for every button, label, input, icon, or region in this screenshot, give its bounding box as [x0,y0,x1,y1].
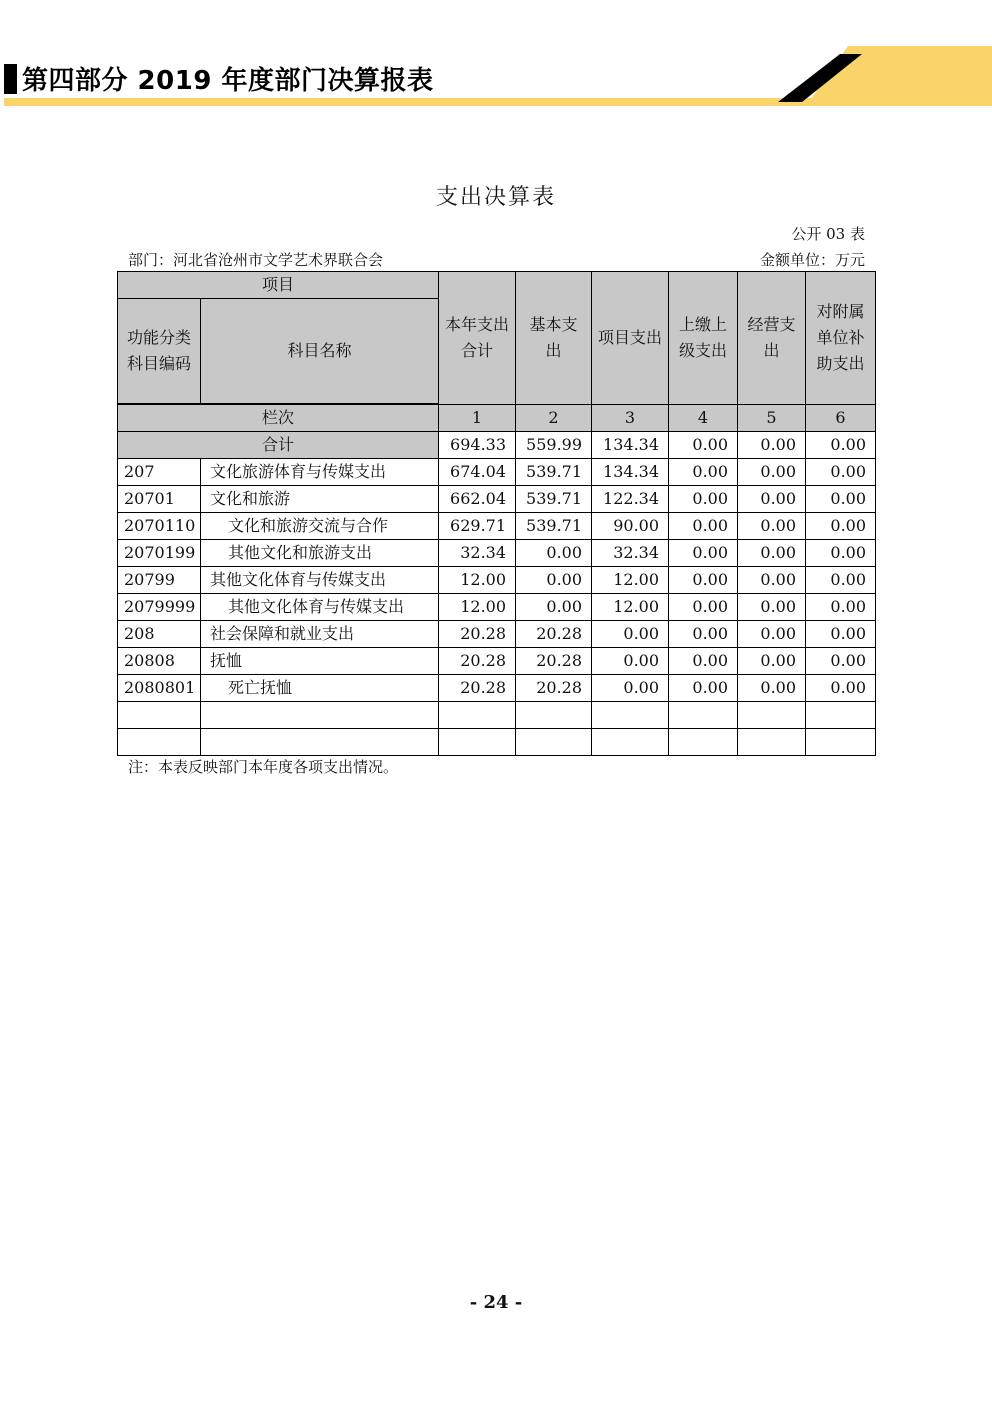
row-value: 32.34 [592,540,669,567]
total-value: 0.00 [738,432,806,459]
empty-row [118,702,876,729]
row-name: 其他文化体育与传媒支出 [201,567,439,594]
header-black-marker [4,64,17,94]
row-value: 0.00 [669,513,738,540]
row-value: 539.71 [516,486,592,513]
form-code: 公开 03 表 [791,225,865,243]
table-row [118,459,876,486]
department-label: 部门：河北省沧州市文学艺术界联合会 [128,251,384,269]
row-value: 134.34 [592,459,669,486]
amount-unit-label: 金额单位：万元 [759,251,865,269]
row-value: 0.00 [738,540,806,567]
row-value: 0.00 [669,459,738,486]
row-value: 12.00 [592,594,669,621]
row-value: 0.00 [669,648,738,675]
row-name: 社会保障和就业支出 [201,621,439,648]
row-value: 20.28 [516,675,592,702]
header-business: 经营支出 [738,272,806,405]
row-value: 20.28 [516,621,592,648]
section-title: 第四部分 2019 年度部门决算报表 [22,66,434,96]
table-row [118,594,876,621]
data-rows [118,459,876,702]
row-value: 0.00 [738,594,806,621]
row-value: 0.00 [806,513,876,540]
document-title: 支出决算表 [435,185,556,210]
table-row [118,567,876,594]
page-number: - 24 - [469,1292,523,1313]
row-value: 12.00 [592,567,669,594]
row-name: 文化和旅游交流与合作 [201,513,439,540]
row-value: 122.34 [592,486,669,513]
column-number: 6 [806,404,876,432]
row-value: 0.00 [806,486,876,513]
total-value: 0.00 [669,432,738,459]
row-value: 0.00 [806,648,876,675]
row-value: 0.00 [669,567,738,594]
row-value: 0.00 [738,675,806,702]
row-value: 32.34 [439,540,516,567]
row-value: 0.00 [592,621,669,648]
row-value: 0.00 [669,540,738,567]
row-value: 0.00 [806,675,876,702]
column-number-row [118,404,876,432]
row-value: 0.00 [738,621,806,648]
row-value: 0.00 [806,567,876,594]
column-number: 3 [592,404,669,432]
row-value: 0.00 [806,621,876,648]
header-item: 项目 [118,272,439,299]
row-value: 20.28 [516,648,592,675]
row-value: 0.00 [738,513,806,540]
row-value: 0.00 [738,459,806,486]
row-value: 539.71 [516,513,592,540]
row-value: 0.00 [516,594,592,621]
row-value: 0.00 [806,594,876,621]
row-code: 2080801 [118,675,201,702]
row-code: 2070110 [118,513,201,540]
header-project: 项目支出 [592,272,669,405]
table-row [118,648,876,675]
header-basic: 基本支出 [516,272,592,405]
row-value: 0.00 [738,567,806,594]
row-value: 0.00 [516,567,592,594]
row-value: 0.00 [592,648,669,675]
expenditure-table [117,271,876,756]
header-code: 功能分类科目编码 [118,299,201,405]
row-name: 抚恤 [201,648,439,675]
column-number: 5 [738,404,806,432]
header-decoration-shape [770,44,992,106]
row-code: 208 [118,621,201,648]
row-value: 629.71 [439,513,516,540]
row-value: 12.00 [439,594,516,621]
row-value: 20.28 [439,675,516,702]
header-total: 本年支出合计 [439,272,516,405]
row-name: 其他文化和旅游支出 [201,540,439,567]
row-name: 死亡抚恤 [201,675,439,702]
total-value: 694.33 [439,432,516,459]
empty-row [118,729,876,756]
row-value: 20.28 [439,648,516,675]
row-value: 539.71 [516,459,592,486]
row-value: 0.00 [669,621,738,648]
table-row [118,621,876,648]
row-value: 0.00 [806,459,876,486]
total-value: 0.00 [806,432,876,459]
row-code: 207 [118,459,201,486]
header-name: 科目名称 [201,299,439,405]
row-value: 0.00 [738,486,806,513]
row-code: 20799 [118,567,201,594]
row-value: 674.04 [439,459,516,486]
total-label: 合计 [118,432,439,459]
column-number-label: 栏次 [118,404,439,432]
row-code: 20808 [118,648,201,675]
row-value: 0.00 [592,675,669,702]
row-value: 0.00 [738,648,806,675]
table-row [118,513,876,540]
total-value: 134.34 [592,432,669,459]
header-remit: 上缴上级支出 [669,272,738,405]
row-code: 2079999 [118,594,201,621]
row-value: 12.00 [439,567,516,594]
row-name: 文化旅游体育与传媒支出 [201,459,439,486]
row-value: 0.00 [516,540,592,567]
total-row [118,432,876,459]
total-value: 559.99 [516,432,592,459]
table-row [118,486,876,513]
row-value: 0.00 [669,594,738,621]
table-row [118,540,876,567]
row-code: 20701 [118,486,201,513]
row-name: 文化和旅游 [201,486,439,513]
table-row [118,675,876,702]
column-number: 1 [439,404,516,432]
row-code: 2070199 [118,540,201,567]
header-row-1 [118,272,876,299]
row-value: 0.00 [669,675,738,702]
header-subsidy: 对附属单位补助支出 [806,272,876,405]
row-value: 0.00 [669,486,738,513]
row-value: 20.28 [439,621,516,648]
row-value: 90.00 [592,513,669,540]
row-name: 其他文化体育与传媒支出 [201,594,439,621]
table-note: 注：本表反映部门本年度各项支出情况。 [128,758,399,776]
column-number: 4 [669,404,738,432]
row-value: 662.04 [439,486,516,513]
column-number: 2 [516,404,592,432]
row-value: 0.00 [806,540,876,567]
